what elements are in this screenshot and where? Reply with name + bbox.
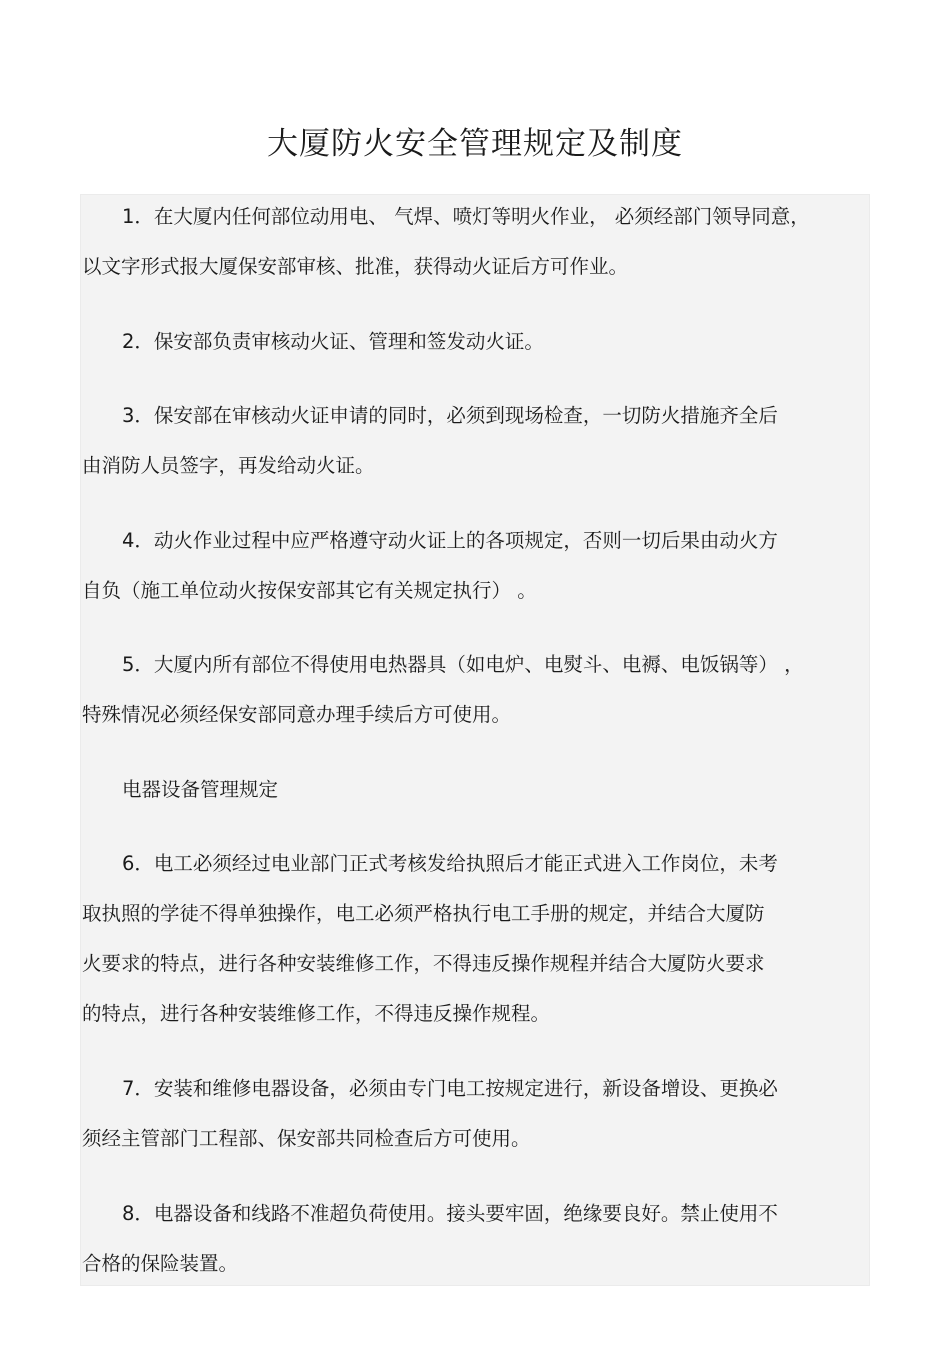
paragraph-line: 4．动火作业过程中应严格遵守动火证上的各项规定，否则一切后果由动火方 xyxy=(122,529,778,552)
paragraph-3 xyxy=(82,391,778,491)
paragraph-line: 8．电器设备和线路不准超负荷使用。接头要牢固，绝缘要良好。禁止使用不 xyxy=(122,1202,778,1225)
paragraph-2 xyxy=(82,317,544,367)
paragraph-line: 以文字形式报大厦保安部审核、批准，获得动火证后方可作业。 xyxy=(82,255,629,278)
paragraph-line: 特殊情况必须经保安部同意办理手续后方可使用。 xyxy=(82,703,512,726)
paragraph-7 xyxy=(82,1064,778,1164)
paragraph-line: 的特点，进行各种安装维修工作，不得违反操作规程。 xyxy=(82,1002,551,1025)
paragraph-4 xyxy=(82,516,778,616)
paragraph-8 xyxy=(82,1189,778,1289)
paragraph-6 xyxy=(82,839,778,1039)
paragraph-line: 6．电工必须经过电业部门正式考核发给执照后才能正式进入工作岗位，未考 xyxy=(122,852,778,875)
paragraph-line: 2．保安部负责审核动火证、管理和签发动火证。 xyxy=(122,330,544,353)
paragraph-line: 自负（施工单位动火按保安部其它有关规定执行） 。 xyxy=(82,579,537,602)
paragraph-line: 1．在大厦内任何部位动用电、 气焊、喷灯等明火作业， 必须经部门领导同意， xyxy=(122,205,810,228)
section-heading: 电器设备管理规定 xyxy=(122,778,279,801)
paragraph-line: 火要求的特点，进行各种安装维修工作，不得违反操作规程并结合大厦防火要求 xyxy=(82,952,765,975)
paragraph-line: 须经主管部门工程部、保安部共同检查后方可使用。 xyxy=(82,1127,531,1150)
page-title: 大厦防火安全管理规定及制度 xyxy=(267,126,683,162)
paragraph-5 xyxy=(82,640,804,740)
paragraph-1 xyxy=(82,192,810,292)
paragraph-line: 合格的保险装置。 xyxy=(82,1252,239,1275)
paragraph-line: 取执照的学徒不得单独操作，电工必须严格执行电工手册的规定，并结合大厦防 xyxy=(82,902,765,925)
paragraph-line: 3．保安部在审核动火证申请的同时，必须到现场检查，一切防火措施齐全后 xyxy=(122,404,778,427)
paragraph-line: 7．安装和维修电器设备，必须由专门电工按规定进行，新设备增设、更换必 xyxy=(122,1077,778,1100)
paragraph-line: 由消防人员签字，再发给动火证。 xyxy=(82,454,375,477)
paragraph-line: 5．大厦内所有部位不得使用电热器具（如电炉、电熨斗、电褥、电饭锅等） ， xyxy=(122,653,804,676)
